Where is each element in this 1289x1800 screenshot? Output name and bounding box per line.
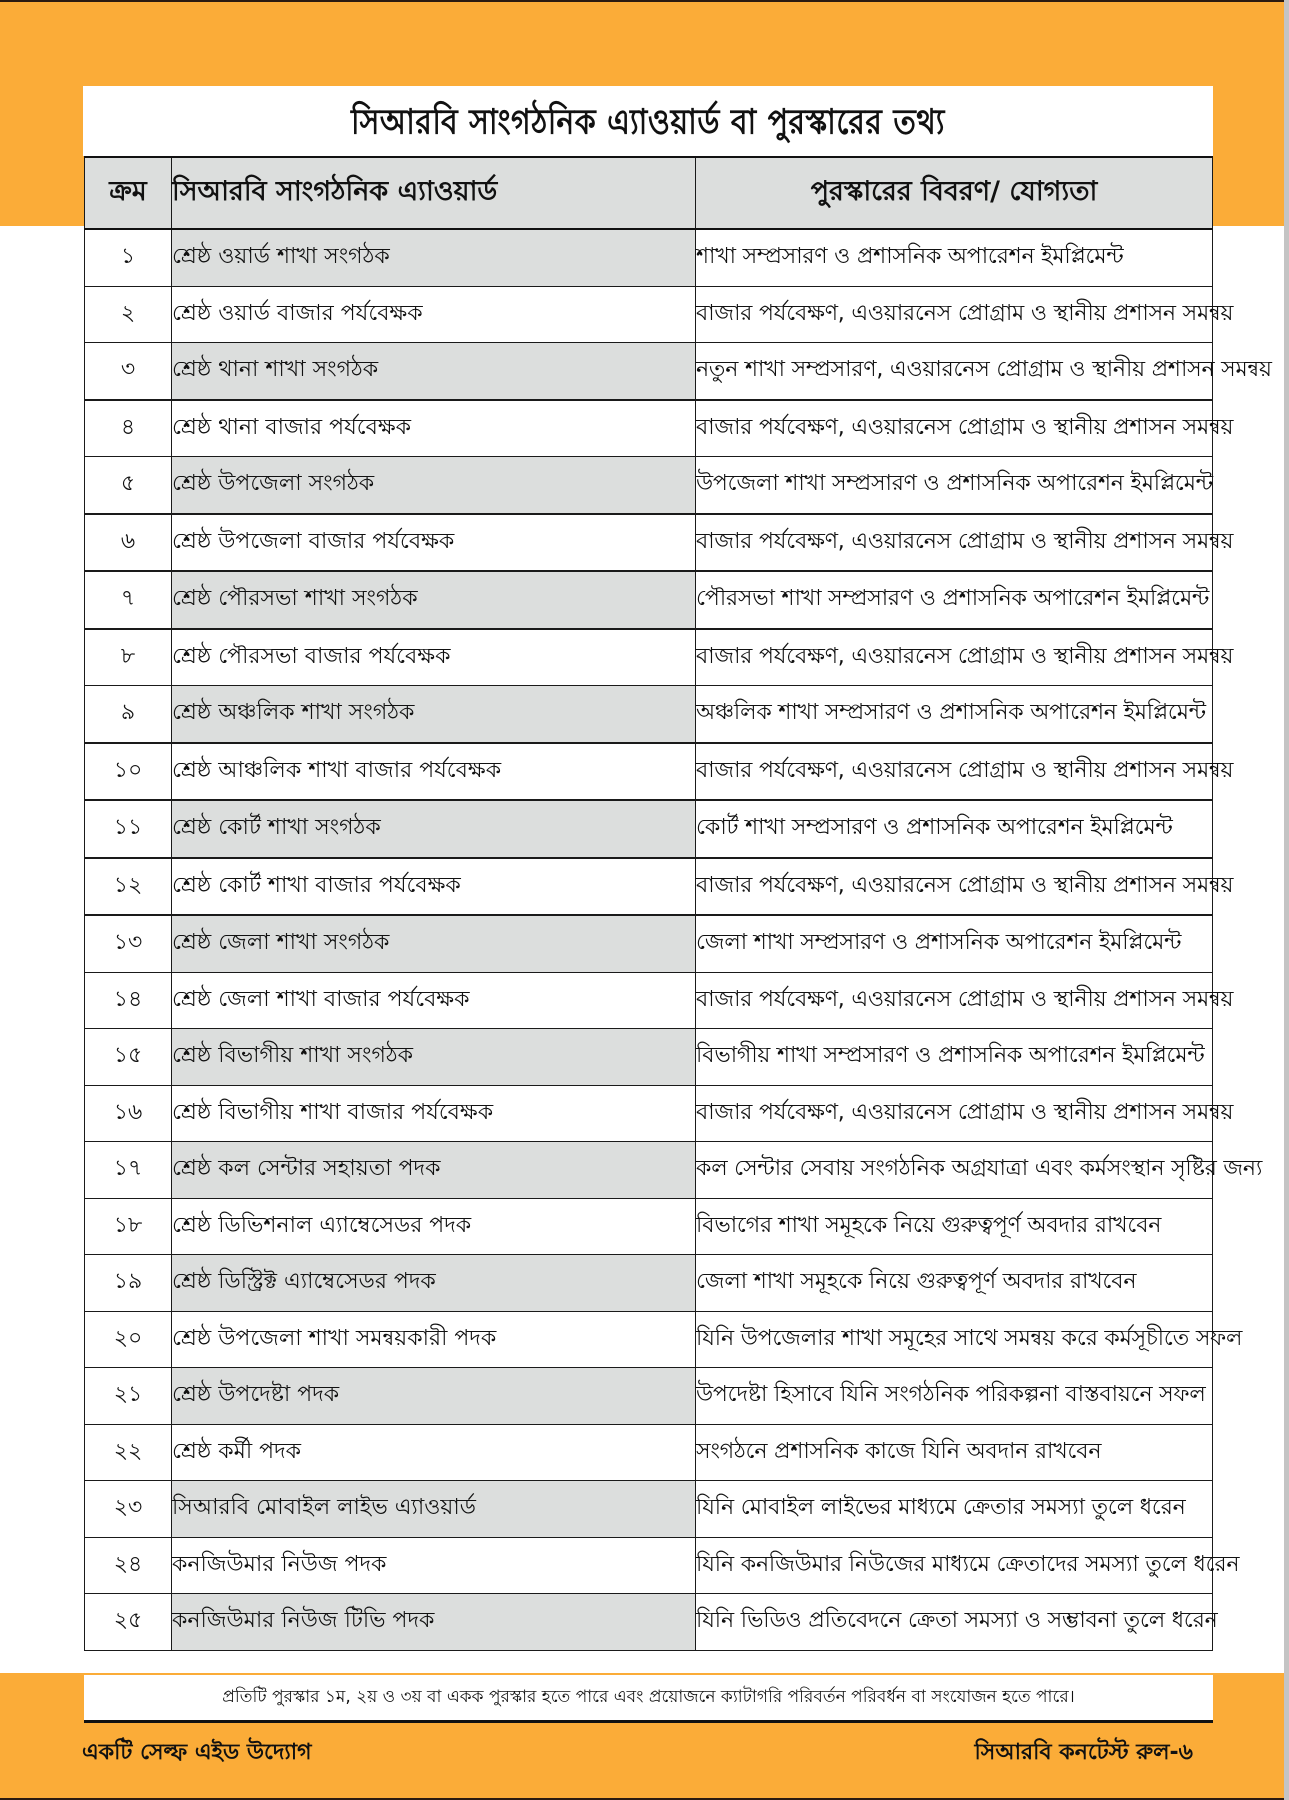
award-description-cell: বিভাগের শাখা সমূহকে নিয়ে গুরুত্বপূর্ণ অবদার রাখবেন xyxy=(696,1198,1213,1255)
award-name-cell: শ্রেষ্ঠ ওয়ার্ড শাখা সংগঠক xyxy=(172,229,696,286)
award-name-cell: শ্রেষ্ঠ কল সেন্টার সহায়তা পদক xyxy=(172,1142,696,1199)
serial-number-cell: ২৩ xyxy=(85,1481,172,1538)
column-header-serial: ক্রম xyxy=(85,157,172,229)
table-row xyxy=(85,1029,1213,1086)
table-row xyxy=(85,1198,1213,1255)
serial-number-cell: ২৪ xyxy=(85,1537,172,1594)
table-row xyxy=(85,514,1213,572)
award-description-cell: জেলা শাখা সমূহকে নিয়ে গুরুত্বপূর্ণ অবদার রাখবেন xyxy=(696,1255,1213,1312)
awards-note: প্রতিটি পুরস্কার ১ম, ২য় ও ৩য় বা একক পুরস্কার হতে পারে এবং প্রয়োজনে ক্যাটাগরি পরিবর্তন পরিবর্ধন বা সংযোজন হতে পারে। xyxy=(84,1675,1213,1723)
table-row xyxy=(85,229,1213,286)
table-row xyxy=(85,1481,1213,1538)
award-name-cell: শ্রেষ্ঠ উপজেলা বাজার পর্যবেক্ষক xyxy=(172,514,696,572)
award-name-cell: শ্রেষ্ঠ উপজেলা সংগঠক xyxy=(172,457,696,514)
title-panel xyxy=(83,86,1213,156)
award-description-cell: বাজার পর্যবেক্ষণ, এওয়ারনেস প্রোগ্রাম ও স্থানীয় প্রশাসন সমন্বয় xyxy=(696,743,1213,801)
award-name-cell: শ্রেষ্ঠ অঞ্চলিক শাখা সংগঠক xyxy=(172,686,696,743)
table-row xyxy=(85,571,1213,629)
award-description-cell: বাজার পর্যবেক্ষণ, এওয়ারনেস প্রোগ্রাম ও স্থানীয় প্রশাসন সমন্বয় xyxy=(696,1085,1213,1142)
table-row xyxy=(85,286,1213,343)
award-description-cell: উপজেলা শাখা সম্প্রসারণ ও প্রশাসনিক অপারেশন ইমপ্লিমেন্ট xyxy=(696,457,1213,514)
award-name-cell: কনজিউমার নিউজ টিভি পদক xyxy=(172,1594,696,1651)
footer-initiative-label: একটি সেল্ফ এইড উদ্যোগ xyxy=(82,1740,312,1765)
serial-number-cell: ১৩ xyxy=(85,915,172,972)
table-row xyxy=(85,343,1213,400)
table-header-row xyxy=(85,157,1213,229)
serial-number-cell: ৬ xyxy=(85,514,172,572)
awards-table xyxy=(84,156,1272,1651)
award-name-cell: শ্রেষ্ঠ ওয়ার্ড বাজার পর্যবেক্ষক xyxy=(172,286,696,343)
award-description-cell: যিনি উপজেলার শাখা সমূহের সাথে সমন্বয় করে কর্মসূচীতে সফল xyxy=(696,1311,1213,1368)
serial-number-cell: ২০ xyxy=(85,1311,172,1368)
award-name-cell: শ্রেষ্ঠ থানা বাজার পর্যবেক্ষক xyxy=(172,400,696,457)
award-name-cell: শ্রেষ্ঠ আঞ্চলিক শাখা বাজার পর্যবেক্ষক xyxy=(172,743,696,801)
serial-number-cell: ৯ xyxy=(85,686,172,743)
table-row xyxy=(85,1594,1213,1651)
right-edge-strip xyxy=(1284,0,1289,1800)
table-row xyxy=(85,457,1213,514)
serial-number-cell: ১৯ xyxy=(85,1255,172,1312)
award-description-cell: বিভাগীয় শাখা সম্প্রসারণ ও প্রশাসনিক অপারেশন ইমপ্লিমেন্ট xyxy=(696,1029,1213,1086)
award-description-cell: কল সেন্টার সেবায় সংগঠনিক অগ্রযাত্রা এবং কর্মসংস্থান সৃষ্টির জন্য xyxy=(696,1142,1213,1199)
serial-number-cell: ২৫ xyxy=(85,1594,172,1651)
award-name-cell: শ্রেষ্ঠ জেলা শাখা বাজার পর্যবেক্ষক xyxy=(172,972,696,1029)
table-row xyxy=(85,1085,1213,1142)
award-name-cell: শ্রেষ্ঠ উপদেষ্টা পদক xyxy=(172,1368,696,1425)
award-description-cell: শাখা সম্প্রসারণ ও প্রশাসনিক অপারেশন ইমপ্লিমেন্ট xyxy=(696,229,1213,286)
award-name-cell: শ্রেষ্ঠ কোর্ট শাখা সংগঠক xyxy=(172,800,696,858)
award-name-cell: শ্রেষ্ঠ জেলা শাখা সংগঠক xyxy=(172,915,696,972)
award-name-cell: কনজিউমার নিউজ পদক xyxy=(172,1537,696,1594)
award-description-cell: বাজার পর্যবেক্ষণ, এওয়ারনেস প্রোগ্রাম ও স্থানীয় প্রশাসন সমন্বয় xyxy=(696,514,1213,572)
serial-number-cell: ১১ xyxy=(85,800,172,858)
table-row xyxy=(85,1424,1213,1481)
awards-table-body xyxy=(85,229,1272,1650)
award-name-cell: শ্রেষ্ঠ বিভাগীয় শাখা সংগঠক xyxy=(172,1029,696,1086)
award-name-cell: শ্রেষ্ঠ বিভাগীয় শাখা বাজার পর্যবেক্ষক xyxy=(172,1085,696,1142)
serial-number-cell: ১২ xyxy=(85,858,172,916)
award-name-cell: শ্রেষ্ঠ পৌরসভা শাখা সংগঠক xyxy=(172,571,696,629)
award-name-cell: সিআরবি মোবাইল লাইভ এ্যাওয়ার্ড xyxy=(172,1481,696,1538)
award-description-cell: নতুন শাখা সম্প্রসারণ, এওয়ারনেস প্রোগ্রাম ও স্থানীয় প্রশাসন সমন্বয় xyxy=(696,343,1213,400)
award-description-cell: যিনি কনজিউমার নিউজের মাধ্যমে ক্রেতাদের সমস্যা তুলে ধরেন xyxy=(696,1537,1213,1594)
table-row xyxy=(85,1368,1213,1425)
award-description-cell: উপদেষ্টা হিসাবে যিনি সংগঠনিক পরিকল্পনা বাস্তবায়নে সফল xyxy=(696,1368,1213,1425)
award-description-cell: কোর্ট শাখা সম্প্রসারণ ও প্রশাসনিক অপারেশন ইমপ্লিমেন্ট xyxy=(696,800,1213,858)
award-name-cell: শ্রেষ্ঠ কোর্ট শাখা বাজার পর্যবেক্ষক xyxy=(172,858,696,916)
table-row xyxy=(85,858,1213,916)
serial-number-cell: ২১ xyxy=(85,1368,172,1425)
table-row xyxy=(85,1537,1213,1594)
award-name-cell: শ্রেষ্ঠ পৌরসভা বাজার পর্যবেক্ষক xyxy=(172,629,696,686)
serial-number-cell: ১ xyxy=(85,229,172,286)
serial-number-cell: ১৪ xyxy=(85,972,172,1029)
award-description-cell: অঞ্চলিক শাখা সম্প্রসারণ ও প্রশাসনিক অপারেশন ইমপ্লিমেন্ট xyxy=(696,686,1213,743)
serial-number-cell: ১৮ xyxy=(85,1198,172,1255)
table-row xyxy=(85,743,1213,801)
table-row xyxy=(85,686,1213,743)
table-row xyxy=(85,800,1213,858)
serial-number-cell: ৩ xyxy=(85,343,172,400)
serial-number-cell: ১৬ xyxy=(85,1085,172,1142)
serial-number-cell: ৭ xyxy=(85,571,172,629)
award-description-cell: জেলা শাখা সম্প্রসারণ ও প্রশাসনিক অপারেশন ইমপ্লিমেন্ট xyxy=(696,915,1213,972)
serial-number-cell: ২২ xyxy=(85,1424,172,1481)
award-description-cell: বাজার পর্যবেক্ষণ, এওয়ারনেস প্রোগ্রাম ও স্থানীয় প্রশাসন সমন্বয় xyxy=(696,286,1213,343)
table-row xyxy=(85,915,1213,972)
award-name-cell: শ্রেষ্ঠ উপজেলা শাখা সমন্বয়কারী পদক xyxy=(172,1311,696,1368)
award-description-cell: বাজার পর্যবেক্ষণ, এওয়ারনেস প্রোগ্রাম ও স্থানীয় প্রশাসন সমন্বয় xyxy=(696,629,1213,686)
award-name-cell: শ্রেষ্ঠ ডিভিশনাল এ্যাম্বেসেডর পদক xyxy=(172,1198,696,1255)
document-title: সিআরবি সাংগঠনিক এ্যাওয়ার্ড বা পুরস্কারের তথ্য xyxy=(350,102,946,143)
award-name-cell: শ্রেষ্ঠ কর্মী পদক xyxy=(172,1424,696,1481)
table-row xyxy=(85,1311,1213,1368)
award-description-cell: সংগঠনে প্রশাসনিক কাজে যিনি অবদান রাখবেন xyxy=(696,1424,1213,1481)
table-row xyxy=(85,1142,1213,1199)
award-name-cell: শ্রেষ্ঠ থানা শাখা সংগঠক xyxy=(172,343,696,400)
award-description-cell: পৌরসভা শাখা সম্প্রসারণ ও প্রশাসনিক অপারেশন ইমপ্লিমেন্ট xyxy=(696,571,1213,629)
table-row xyxy=(85,972,1213,1029)
award-description-cell: যিনি মোবাইল লাইভের মাধ্যমে ক্রেতার সমস্যা তুলে ধরেন xyxy=(696,1481,1213,1538)
column-header-description: পুরস্কারের বিবরণ/ যোগ্যতা xyxy=(696,157,1213,229)
serial-number-cell: ১৭ xyxy=(85,1142,172,1199)
serial-number-cell: ৫ xyxy=(85,457,172,514)
footer-rule-label: সিআরবি কনটেস্ট রুল-৬ xyxy=(974,1740,1193,1765)
award-description-cell: বাজার পর্যবেক্ষণ, এওয়ারনেস প্রোগ্রাম ও স্থানীয় প্রশাসন সমন্বয় xyxy=(696,972,1213,1029)
award-description-cell: বাজার পর্যবেক্ষণ, এওয়ারনেস প্রোগ্রাম ও স্থানীয় প্রশাসন সমন্বয় xyxy=(696,858,1213,916)
table-row xyxy=(85,1255,1213,1312)
serial-number-cell: ১০ xyxy=(85,743,172,801)
table-row xyxy=(85,629,1213,686)
serial-number-cell: ৮ xyxy=(85,629,172,686)
column-header-award: সিআরবি সাংগঠনিক এ্যাওয়ার্ড xyxy=(172,157,696,229)
award-description-cell: বাজার পর্যবেক্ষণ, এওয়ারনেস প্রোগ্রাম ও স্থানীয় প্রশাসন সমন্বয় xyxy=(696,400,1213,457)
serial-number-cell: ১৫ xyxy=(85,1029,172,1086)
serial-number-cell: ৪ xyxy=(85,400,172,457)
award-description-cell: যিনি ভিডিও প্রতিবেদনে ক্রেতা সমস্যা ও সম্ভাবনা তুলে ধরেন xyxy=(696,1594,1213,1651)
award-name-cell: শ্রেষ্ঠ ডিস্ট্রিক্ট এ্যাম্বেসেডর পদক xyxy=(172,1255,696,1312)
serial-number-cell: ২ xyxy=(85,286,172,343)
table-row xyxy=(85,400,1213,457)
